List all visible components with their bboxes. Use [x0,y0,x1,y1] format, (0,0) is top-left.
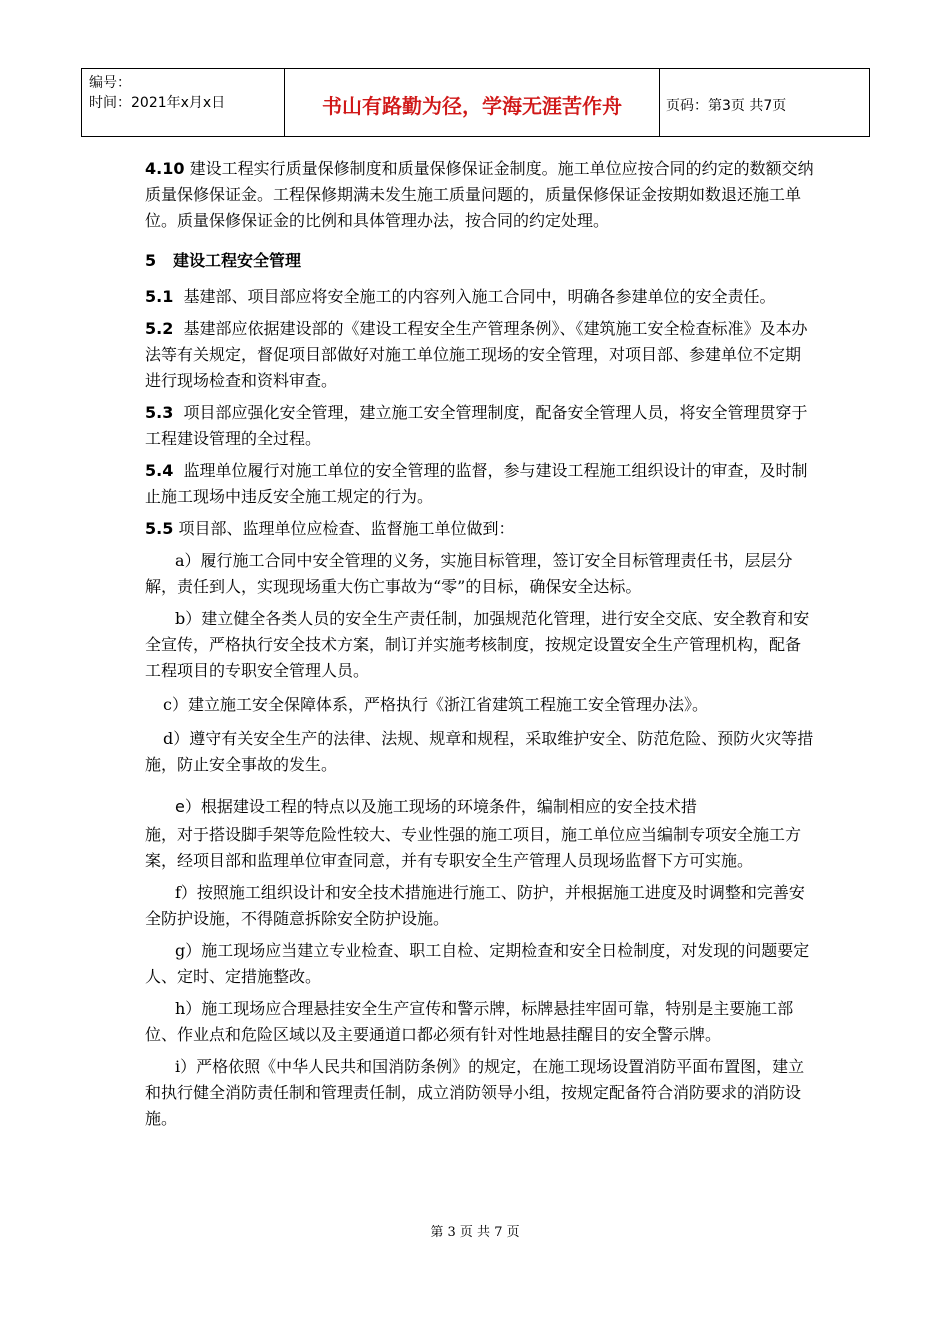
list-item-g: g）施工现场应当建立专业检查、职工自检、定期检查和安全日检制度，对发现的问题要定人、定时、定措施整改。 [145,941,810,986]
section-title: 建设工程安全管理 [173,251,302,270]
clause-4-10 [145,156,815,234]
header-table [81,68,870,137]
clause-text: 建设工程实行质量保修制度和质量保修保证金制度。施工单位应按合同的约定的数额交纳质量保修保证金。工程保修期满未发生施工质量问题的，质量保修保证金按期如数退还施工单位。质量保修保证金的比例和具体管理办法，按合同的约定处理。 [145,159,814,230]
header-page-info: 页码：第3页 共7页 [666,97,787,114]
clause-5-2 [145,316,815,394]
list-item-e [145,792,815,822]
section-number: 5 [145,251,157,270]
header-meta-cell [82,69,285,136]
list-item-a: a）履行施工合同中安全管理的义务，实施目标管理，签订安全目标管理责任书，层层分解，责任到人，实现现场重大伤亡事故为“零”的目标，确保安全达标。 [145,551,793,596]
list-item-d: d）遵守有关安全生产的法律、法规、规章和规程，采取维护安全、防范危险、预防火灾等措施，防止安全事故的发生。 [145,729,814,774]
clause-5-1 [145,284,815,310]
document-body [145,156,815,1132]
clause-5-5 [145,516,815,542]
clause-text: 项目部应强化安全管理，建立施工安全管理制度，配备安全管理人员，将安全管理贯穿于工程建设管理的全过程。 [145,403,808,448]
clause-number: 5.1 [145,287,174,306]
list-item-i: i）严格依照《中华人民共和国消防条例》的规定，在施工现场设置消防平面布置图，建立和执行健全消防责任制和管理责任制，成立消防领导小组，按规定配备符合消防要求的消防设施。 [145,1057,805,1128]
list-item-c: c）建立施工安全保障体系，严格执行《浙江省建筑工程施工安全管理办法》。 [163,695,708,714]
section-5-heading [145,248,815,274]
clause-5-3 [145,400,815,452]
document-code-label: 编号： [89,75,131,91]
list-item-f: f）按照施工组织设计和安全技术措施进行施工、防护，并根据施工进度及时调整和完善安全防护设施，不得随意拆除安全防护设施。 [145,883,805,928]
list-item-e-continued: 施，对于搭设脚手架等危险性较大、专业性强的施工项目，施工单位应当编制专项安全施工方案，经项目部和监理单位审查同意，并有专职安全生产管理人员现场监督下方可实施。 [145,825,802,870]
clause-text: 基建部、项目部应将安全施工的内容列入施工合同中，明确各参建单位的安全责任。 [183,287,776,306]
clause-text: 项目部、监理单位应检查、监督施工单位做到： [178,519,515,538]
clause-number: 5.5 [145,519,174,538]
item-label: e [175,797,185,816]
clause-5-4 [145,458,815,510]
document-date: 时间：2021年x月x日 [89,95,226,111]
clause-text: 基建部应依据建设部的《建设工程安全生产管理条例》、《建筑施工安全检查标准》及本办法等有关规定，督促项目部做好对施工单位施工现场的安全管理，对项目部、参建单位不定期进行现场检查和资料审查。 [145,319,808,390]
clause-number: 4.10 [145,159,185,178]
item-text: ）根据建设工程的特点以及施工现场的环境条件，编制相应的安全技术措 [184,797,697,816]
clause-text: 监理单位履行对施工单位的安全管理的监督，参与建设工程施工组织设计的审查，及时制止施工现场中违反安全施工规定的行为。 [145,461,808,506]
page-footer: 第 3 页 共 7 页 [430,1225,520,1240]
clause-number: 5.3 [145,403,174,422]
header-motto: 书山有路勤为径，学海无涯苦作舟 [285,69,660,136]
clause-number: 5.4 [145,461,174,480]
clause-number: 5.2 [145,319,174,338]
list-item-b: b）建立健全各类人员的安全生产责任制，加强规范化管理，进行安全交底、安全教育和安全宣传，严格执行安全技术方案，制订并实施考核制度，按规定设置安全生产管理机构，配备工程项目的专职安全管理人员。 [145,609,810,680]
list-item-h: h）施工现场应合理悬挂安全生产宣传和警示牌，标牌悬挂牢固可靠，特别是主要施工部位、作业点和危险区域以及主要通道口都必须有针对性地悬挂醒目的安全警示牌。 [145,999,794,1044]
